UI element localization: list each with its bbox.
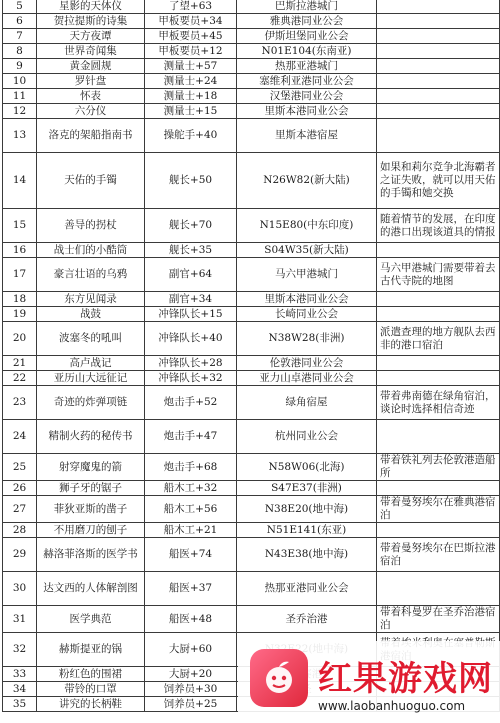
watermark-title: 红果游戏网 [318,659,493,699]
job-bonus: 舰长+35 [145,243,237,258]
item-note [377,59,500,74]
row-number: 30 [3,572,37,606]
row-number: 35 [3,697,37,712]
item-table-body [3,0,500,712]
item-name: 医学典范 [37,606,145,633]
item-name: 罗针盘 [37,74,145,89]
row-number: 21 [3,356,37,371]
row-number: 23 [3,386,37,420]
item-note [377,420,500,454]
table-row [3,258,500,292]
table-row [3,104,500,119]
job-bonus: 大厨+60 [145,633,237,667]
table-row [3,307,500,322]
item-note [377,371,500,386]
job-bonus: 测量士+18 [145,89,237,104]
item-location: 巴斯拉港城门 [237,0,377,14]
item-name: 波塞冬的吼叫 [37,322,145,356]
row-number: 34 [3,682,37,697]
item-note: 带着科曼罗在圣乔治港宿泊 [377,606,500,633]
job-bonus: 冲锋队长+15 [145,307,237,322]
row-number: 22 [3,371,37,386]
job-bonus: 操舵手+40 [145,119,237,153]
table-row [3,572,500,606]
job-bonus: 炮击手+52 [145,386,237,420]
job-bonus: 舰长+70 [145,209,237,243]
table-row [3,606,500,633]
job-bonus: 饲养员+30 [145,682,237,697]
item-name: 六分仪 [37,104,145,119]
item-name: 粉红色的围裙 [37,667,145,682]
item-name: 怀表 [37,89,145,104]
item-note [377,29,500,44]
job-bonus: 测量士+24 [145,74,237,89]
item-note [377,481,500,496]
row-number: 24 [3,420,37,454]
item-name: 天佑的手镯 [37,153,145,209]
item-name: 不用磨刀的刨子 [37,523,145,538]
job-bonus: 甲板要员+12 [145,44,237,59]
table-row [3,356,500,371]
item-location: N58W06(北海) [237,454,377,481]
site-watermark [238,641,500,723]
item-name: 黄金圆规 [37,59,145,74]
item-name: 善导的拐杖 [37,209,145,243]
row-number: 5 [3,0,37,14]
item-location: N38E20(地中海) [237,496,377,523]
item-location: N51E141(东亚) [237,523,377,538]
item-note: 带着曼努埃尔在雅典港宿泊 [377,496,500,523]
row-number: 18 [3,292,37,307]
row-number: 29 [3,538,37,572]
item-note [377,89,500,104]
row-number: 32 [3,633,37,667]
item-location: 里斯本港同业公会 [237,104,377,119]
job-bonus: 饲养员+25 [145,697,237,712]
item-name: 战士们的小酷筒 [37,243,145,258]
row-number: 8 [3,44,37,59]
item-location: 汉堡港同业公会 [237,89,377,104]
item-name: 狮子牙的锯子 [37,481,145,496]
job-bonus: 甲板要员+34 [145,14,237,29]
item-note [377,292,500,307]
item-note [377,356,500,371]
job-bonus: 船木工+21 [145,523,237,538]
table-row [3,292,500,307]
item-location: 热那亚港同业公会 [237,572,377,606]
item-note: 带着曼努埃尔在巴斯拉港宿泊 [377,538,500,572]
row-number: 16 [3,243,37,258]
job-bonus: 船木工+32 [145,481,237,496]
watermark-url: www.laobanhuoguo.com [318,699,466,713]
row-number: 11 [3,89,37,104]
item-name: 奇迹的炸弹项链 [37,386,145,420]
item-location: N26W82(新大陆) [237,153,377,209]
table-row [3,496,500,523]
table-row [3,119,500,153]
item-note: 带着铁礼列去伦敦港造船所 [377,454,500,481]
item-note: 马六甲港城门需要带着去古代寺院的地图 [377,258,500,292]
table-row [3,481,500,496]
item-name: 高卢战记 [37,356,145,371]
row-number: 17 [3,258,37,292]
item-note [377,44,500,59]
item-name: 星影的天体仪 [37,0,145,14]
item-location: N43E38(地中海) [237,538,377,572]
row-number: 7 [3,29,37,44]
item-name: 达文西的人体解剖图 [37,572,145,606]
item-location: S47E37(非洲) [237,481,377,496]
row-number: 10 [3,74,37,89]
table-row [3,44,500,59]
row-number: 26 [3,481,37,496]
item-name: 亚历山大远征记 [37,371,145,386]
item-name: 贺拉提斯的诗集 [37,14,145,29]
job-bonus: 副官+64 [145,258,237,292]
row-number: 31 [3,606,37,633]
item-location: 圣乔治港 [237,606,377,633]
row-number: 13 [3,119,37,153]
row-number: 14 [3,153,37,209]
item-note: 带着弗南德在绿角宿泊，谈论时选择相信奇迹 [377,386,500,420]
item-note [377,104,500,119]
item-name: 世界奇闻集 [37,44,145,59]
job-bonus: 了望+63 [145,0,237,14]
table-row [3,523,500,538]
item-location: 里斯本港宿屋 [237,119,377,153]
item-note [377,243,500,258]
job-bonus: 测量士+57 [145,59,237,74]
table-row [3,89,500,104]
table-row [3,59,500,74]
item-location: 伊斯坦堡同业公会 [237,29,377,44]
item-name: 菲狄亚斯的凿子 [37,496,145,523]
row-number: 20 [3,322,37,356]
item-note [377,523,500,538]
row-number: 28 [3,523,37,538]
row-number: 15 [3,209,37,243]
item-location: N01E104(东南亚) [237,44,377,59]
item-name: 天方夜谭 [37,29,145,44]
row-number: 12 [3,104,37,119]
job-bonus: 冲锋队长+28 [145,356,237,371]
item-note: 派遣查理的地方舰队去西非的港口宿泊 [377,322,500,356]
item-location: 马六甲港城门 [237,258,377,292]
item-name: 射穿魔鬼的箭 [37,454,145,481]
table-row [3,209,500,243]
table-row [3,538,500,572]
table-row [3,14,500,29]
item-note [377,0,500,14]
item-name: 讲究的长柄鞋 [37,697,145,712]
item-name: 精制火药的秘传书 [37,420,145,454]
table-row [3,371,500,386]
job-bonus: 船医+48 [145,606,237,633]
item-location: 杭州同业公会 [237,420,377,454]
table-row [3,454,500,481]
item-name: 赫斯提亚的锅 [37,633,145,667]
job-bonus: 冲锋队长+40 [145,322,237,356]
red-fruit-logo-icon [250,649,308,707]
job-bonus: 冲锋队长+32 [145,371,237,386]
item-note [377,14,500,29]
item-location: N15E80(中东印度) [237,209,377,243]
job-bonus: 船木工+56 [145,496,237,523]
item-table [2,0,500,712]
item-name: 战鼓 [37,307,145,322]
row-number: 33 [3,667,37,682]
job-bonus: 甲板要员+45 [145,29,237,44]
row-number: 27 [3,496,37,523]
item-location: N38W28(非洲) [237,322,377,356]
table-row [3,153,500,209]
item-name: 洛克的架船指南书 [37,119,145,153]
job-bonus: 船医+37 [145,572,237,606]
item-note [377,572,500,606]
item-name: 东方见闻录 [37,292,145,307]
item-note [377,119,500,153]
item-note: 如果和莉尔竞争北海霸者之证失败，就可以用天佑的手镯和她交换 [377,153,500,209]
table-row [3,386,500,420]
job-bonus: 副官+34 [145,292,237,307]
item-location: 里斯本港同业公会 [237,292,377,307]
table-row [3,322,500,356]
item-location: 绿角宿屋 [237,386,377,420]
row-number: 9 [3,59,37,74]
job-bonus: 大厨+20 [145,667,237,682]
row-number: 25 [3,454,37,481]
item-location: 热那亚港城门 [237,59,377,74]
job-bonus: 舰长+50 [145,153,237,209]
item-location: 雅典港同业公会 [237,14,377,29]
job-bonus: 测量士+15 [145,104,237,119]
item-name: 带铃的口罩 [37,682,145,697]
table-row [3,29,500,44]
item-note: 随着情节的发展，在印度的港口出现该道具的情报 [377,209,500,243]
row-number: 6 [3,14,37,29]
job-bonus: 炮击手+68 [145,454,237,481]
table-row [3,243,500,258]
job-bonus: 炮击手+47 [145,420,237,454]
job-bonus: 船医+74 [145,538,237,572]
item-location: S04W35(新大陆) [237,243,377,258]
table-row [3,420,500,454]
item-location: 塞维利亚港同业公会 [237,74,377,89]
item-location: 伦敦港同业公会 [237,356,377,371]
item-note [377,74,500,89]
table-row [3,74,500,89]
item-location: 亚力山卓港同业公会 [237,371,377,386]
item-note [377,307,500,322]
table-row [3,0,500,14]
item-location: 长崎同业公会 [237,307,377,322]
item-name: 赫洛菲洛斯的医学书 [37,538,145,572]
item-name: 豪言壮语的乌鸦 [37,258,145,292]
row-number: 19 [3,307,37,322]
